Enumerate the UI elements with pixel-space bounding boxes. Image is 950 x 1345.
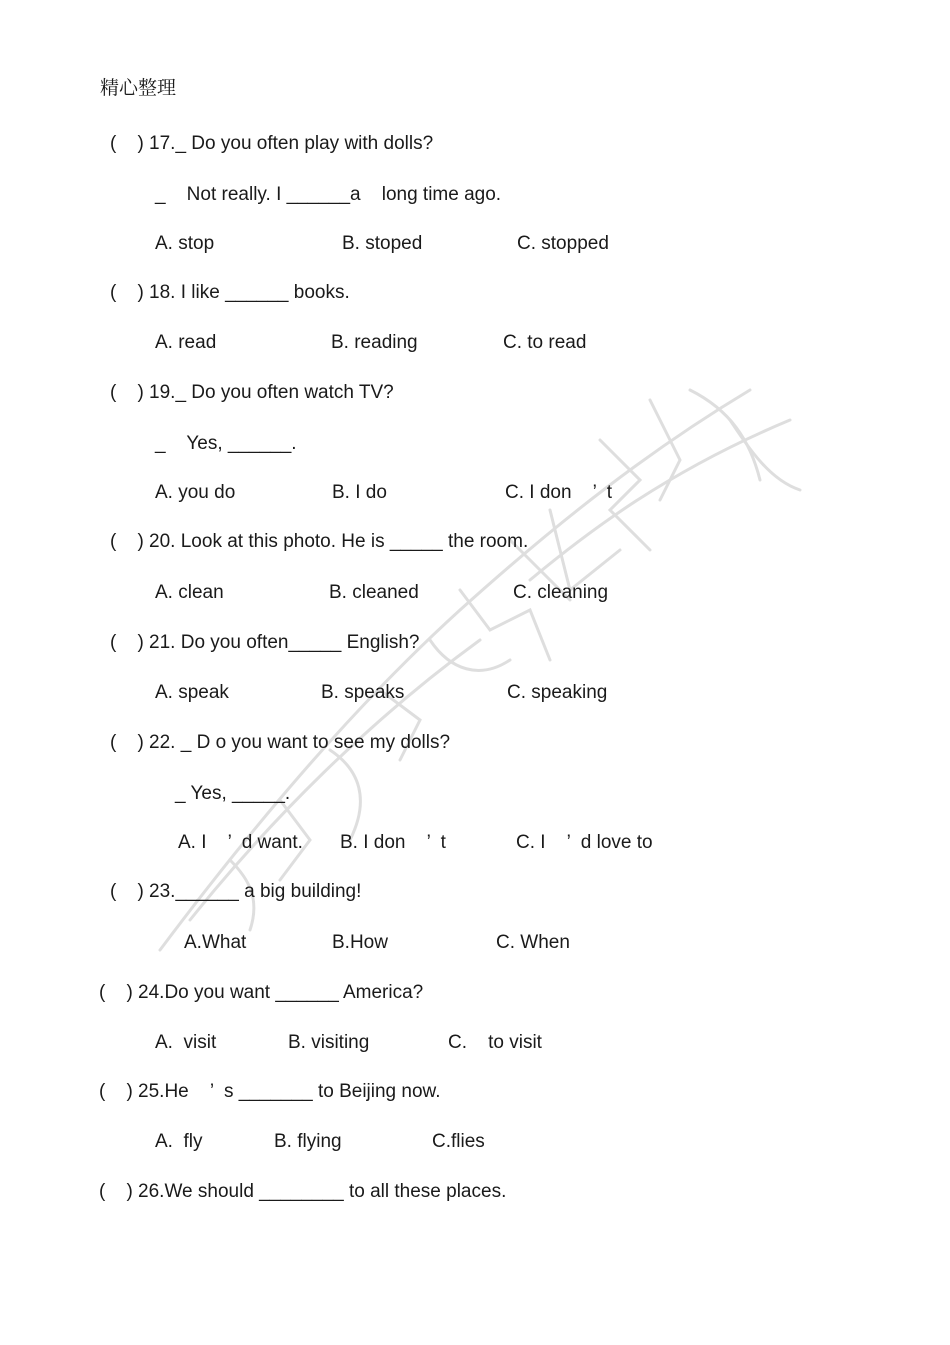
question-25-option-a: A. fly — [155, 1131, 203, 1152]
question-24-option-b: B. visiting — [288, 1032, 370, 1053]
question-24-option-c: C. to visit — [448, 1032, 542, 1053]
question-17: ( ) 17._ Do you often play with dolls? — [110, 133, 434, 154]
question-25: ( ) 25.He ’ s _______ to Beijing now. — [99, 1081, 441, 1102]
question-17-option-c: C. stopped — [517, 233, 609, 254]
question-17-option-b: B. stoped — [342, 233, 423, 254]
question-18-option-a: A. read — [155, 332, 217, 353]
question-20-option-b: B. cleaned — [329, 582, 419, 603]
question-19-option-a: A. you do — [155, 482, 236, 503]
question-24-option-a: A. visit — [155, 1032, 217, 1053]
question-18-option-c: C. to read — [503, 332, 587, 353]
question-19-option-b: B. I do — [332, 482, 387, 503]
question-22: ( ) 22. _ D o you want to see my dolls? — [110, 732, 451, 753]
question-22-option-b: B. I don ’ t — [340, 832, 446, 853]
question-20-option-c: C. cleaning — [513, 582, 609, 603]
question-19-answer-line: _ Yes, ______. — [155, 433, 297, 454]
question-25-option-b: B. flying — [274, 1131, 342, 1152]
question-20: ( ) 20. Look at this photo. He is _____ the room. — [110, 531, 529, 552]
question-20-option-a: A. clean — [155, 582, 224, 603]
question-23-option-c: C. When — [496, 932, 570, 953]
question-22-answer-line: _ Yes, _____. — [175, 783, 291, 804]
question-26: ( ) 26.We should ________ to all these places. — [99, 1181, 507, 1202]
question-17-option-a: A. stop — [155, 233, 215, 254]
question-19-option-c: C. I don ’ t — [505, 482, 613, 503]
question-21: ( ) 21. Do you often_____ English? — [110, 632, 420, 653]
question-21-option-c: C. speaking — [507, 682, 608, 703]
question-18: ( ) 18. I like ______ books. — [110, 282, 350, 303]
question-23-option-b: B.How — [332, 932, 388, 953]
question-24: ( ) 24.Do you want ______ America? — [99, 982, 424, 1003]
question-19: ( ) 19._ Do you often watch TV? — [110, 382, 394, 403]
question-21-option-b: B. speaks — [321, 682, 405, 703]
question-25-option-c: C.flies — [432, 1131, 485, 1152]
page-header: 精心整理 — [100, 77, 177, 99]
question-17-answer-line: _ Not really. I ______a long time ago. — [155, 184, 502, 205]
question-22-option-c: C. I ’ d love to — [516, 832, 653, 853]
question-23: ( ) 23.______ a big building! — [110, 881, 362, 902]
question-22-option-a: A. I ’ d want. — [178, 832, 303, 853]
question-18-option-b: B. reading — [331, 332, 418, 353]
question-23-option-a: A.What — [184, 932, 247, 953]
question-21-option-a: A. speak — [155, 682, 229, 703]
